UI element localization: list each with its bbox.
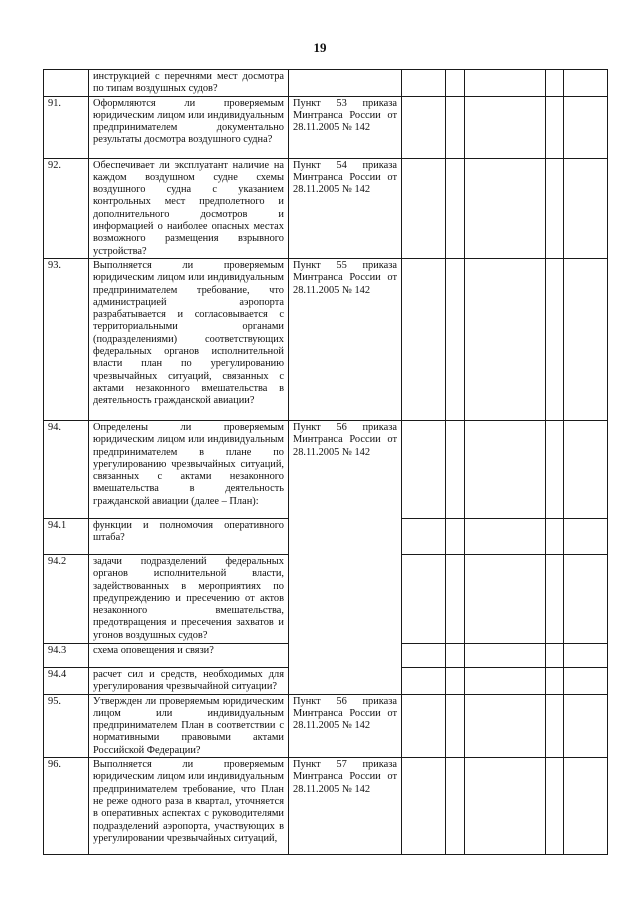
row-question: инструкцией с перечнями мест досмотра по типам воздушных судов? (89, 70, 289, 97)
comment-cell[interactable] (564, 96, 608, 158)
answer-cell-no[interactable] (446, 420, 465, 518)
row-question: Определены ли проверяемым юридическим лицом или индивидуальным предпринимателем в плане по урегулированию чрезвычайных ситуаций, связанных с актами незаконного вмешательства в деятельность гражданской авиации (далее – План): (89, 420, 289, 518)
comment-cell[interactable] (564, 667, 608, 694)
row-question: схема оповещения и связи? (89, 643, 289, 667)
answer-cell-yes[interactable] (402, 758, 446, 855)
answer-cell-extra[interactable] (546, 158, 564, 258)
table-row (44, 96, 608, 158)
answer-cell-na[interactable] (465, 158, 546, 258)
answer-cell-na[interactable] (465, 554, 546, 643)
answer-cell-yes[interactable] (402, 518, 446, 554)
row-number: 94.1 (44, 518, 89, 554)
answer-cell-extra[interactable] (546, 70, 564, 97)
answer-cell-na[interactable] (465, 758, 546, 855)
answer-cell-na[interactable] (465, 518, 546, 554)
answer-cell-extra[interactable] (546, 667, 564, 694)
checklist-table (43, 69, 608, 855)
row-number: 96. (44, 758, 89, 855)
page-number: 19 (313, 40, 327, 55)
table-row (44, 694, 608, 757)
table-row (44, 70, 608, 97)
row-number: 94.2 (44, 554, 89, 643)
answer-cell-extra[interactable] (546, 258, 564, 420)
row-number: 92. (44, 158, 89, 258)
answer-cell-no[interactable] (446, 554, 465, 643)
answer-cell-no[interactable] (446, 643, 465, 667)
comment-cell[interactable] (564, 643, 608, 667)
comment-cell[interactable] (564, 554, 608, 643)
answer-cell-yes[interactable] (402, 258, 446, 420)
comment-cell[interactable] (564, 420, 608, 518)
row-number (44, 70, 89, 97)
row-reference: Пункт 57 приказа Минтранса России от 28.11.2005 № 142 (289, 758, 402, 855)
row-number: 94. (44, 420, 89, 518)
row-question: Выполняется ли проверяемым юридическим лицом или индивидуальным предпринимателем требование, что План не реже одного раза в квартал, уточняется в оперативных аспектах с руководителями подразделений аэропорта, участвующих в урегулировании чрезвычайных ситуаций, (89, 758, 289, 855)
row-number: 94.3 (44, 643, 89, 667)
answer-cell-na[interactable] (465, 70, 546, 97)
row-question: Утвержден ли проверяемым юридическим лицом или индивидуальным предпринимателем План в соответствии с нормативными правовыми актами Российской Федерации? (89, 694, 289, 757)
answer-cell-yes[interactable] (402, 420, 446, 518)
row-question: Оформляются ли проверяемым юридическим лицом или индивидуальным предпринимателем документально результаты досмотра воздушного судна? (89, 96, 289, 158)
answer-cell-extra[interactable] (546, 554, 564, 643)
comment-cell[interactable] (564, 518, 608, 554)
answer-cell-yes[interactable] (402, 667, 446, 694)
row-reference: Пункт 56 приказа Минтранса России от 28.11.2005 № 142 (289, 694, 402, 757)
row-question: функции и полномочия оперативного штаба? (89, 518, 289, 554)
row-question: задачи подразделений федеральных органов исполнительной власти, задействованных в мероприятиях по предупреждению и пресечению от актов незаконного вмешательства, предотвращения и пресечения захватов и угонов воздушных судов? (89, 554, 289, 643)
answer-cell-extra[interactable] (546, 518, 564, 554)
row-reference: Пункт 56 приказа Минтранса России от 28.11.2005 № 142 (289, 420, 402, 694)
row-number: 95. (44, 694, 89, 757)
answer-cell-no[interactable] (446, 70, 465, 97)
answer-cell-extra[interactable] (546, 420, 564, 518)
row-number: 93. (44, 258, 89, 420)
answer-cell-yes[interactable] (402, 554, 446, 643)
answer-cell-na[interactable] (465, 643, 546, 667)
row-number: 91. (44, 96, 89, 158)
answer-cell-extra[interactable] (546, 694, 564, 757)
answer-cell-na[interactable] (465, 96, 546, 158)
answer-cell-extra[interactable] (546, 758, 564, 855)
comment-cell[interactable] (564, 694, 608, 757)
answer-cell-no[interactable] (446, 758, 465, 855)
answer-cell-extra[interactable] (546, 643, 564, 667)
answer-cell-no[interactable] (446, 694, 465, 757)
comment-cell[interactable] (564, 158, 608, 258)
comment-cell[interactable] (564, 758, 608, 855)
row-reference: Пункт 55 приказа Минтранса России от 28.11.2005 № 142 (289, 258, 402, 420)
row-number: 94.4 (44, 667, 89, 694)
answer-cell-yes[interactable] (402, 96, 446, 158)
answer-cell-no[interactable] (446, 158, 465, 258)
answer-cell-na[interactable] (465, 258, 546, 420)
table-row (44, 420, 608, 518)
row-question: Обеспечивает ли эксплуатант наличие на каждом воздушном судне схемы воздушного судна с указанием контрольных мест предполетного и дополнительного досмотров и информацией о наиболее опасных местах возможного размещения взрывного устройства? (89, 158, 289, 258)
answer-cell-no[interactable] (446, 667, 465, 694)
answer-cell-yes[interactable] (402, 643, 446, 667)
answer-cell-na[interactable] (465, 420, 546, 518)
comment-cell[interactable] (564, 70, 608, 97)
row-question: Выполняется ли проверяемым юридическим лицом или индивидуальным предпринимателем требование, что администрацией аэропорта разрабатывается и согласовывается с территориальными органами (подразделениями) соответствующих федеральных органов исполнительной власти план по урегулированию чрезвычайных ситуаций, связанных с актами незаконного вмешательства в деятельность гражданской авиации? (89, 258, 289, 420)
answer-cell-extra[interactable] (546, 96, 564, 158)
answer-cell-no[interactable] (446, 518, 465, 554)
table-row (44, 758, 608, 855)
row-reference (289, 70, 402, 97)
answer-cell-no[interactable] (446, 258, 465, 420)
row-reference: Пункт 54 приказа Минтранса России от 28.11.2005 № 142 (289, 158, 402, 258)
answer-cell-yes[interactable] (402, 70, 446, 97)
comment-cell[interactable] (564, 258, 608, 420)
answer-cell-yes[interactable] (402, 694, 446, 757)
table-row (44, 258, 608, 420)
row-question: расчет сил и средств, необходимых для урегулирования чрезвычайной ситуации? (89, 667, 289, 694)
row-reference: Пункт 53 приказа Минтранса России от 28.11.2005 № 142 (289, 96, 402, 158)
answer-cell-yes[interactable] (402, 158, 446, 258)
answer-cell-no[interactable] (446, 96, 465, 158)
answer-cell-na[interactable] (465, 667, 546, 694)
table-row (44, 158, 608, 258)
answer-cell-na[interactable] (465, 694, 546, 757)
